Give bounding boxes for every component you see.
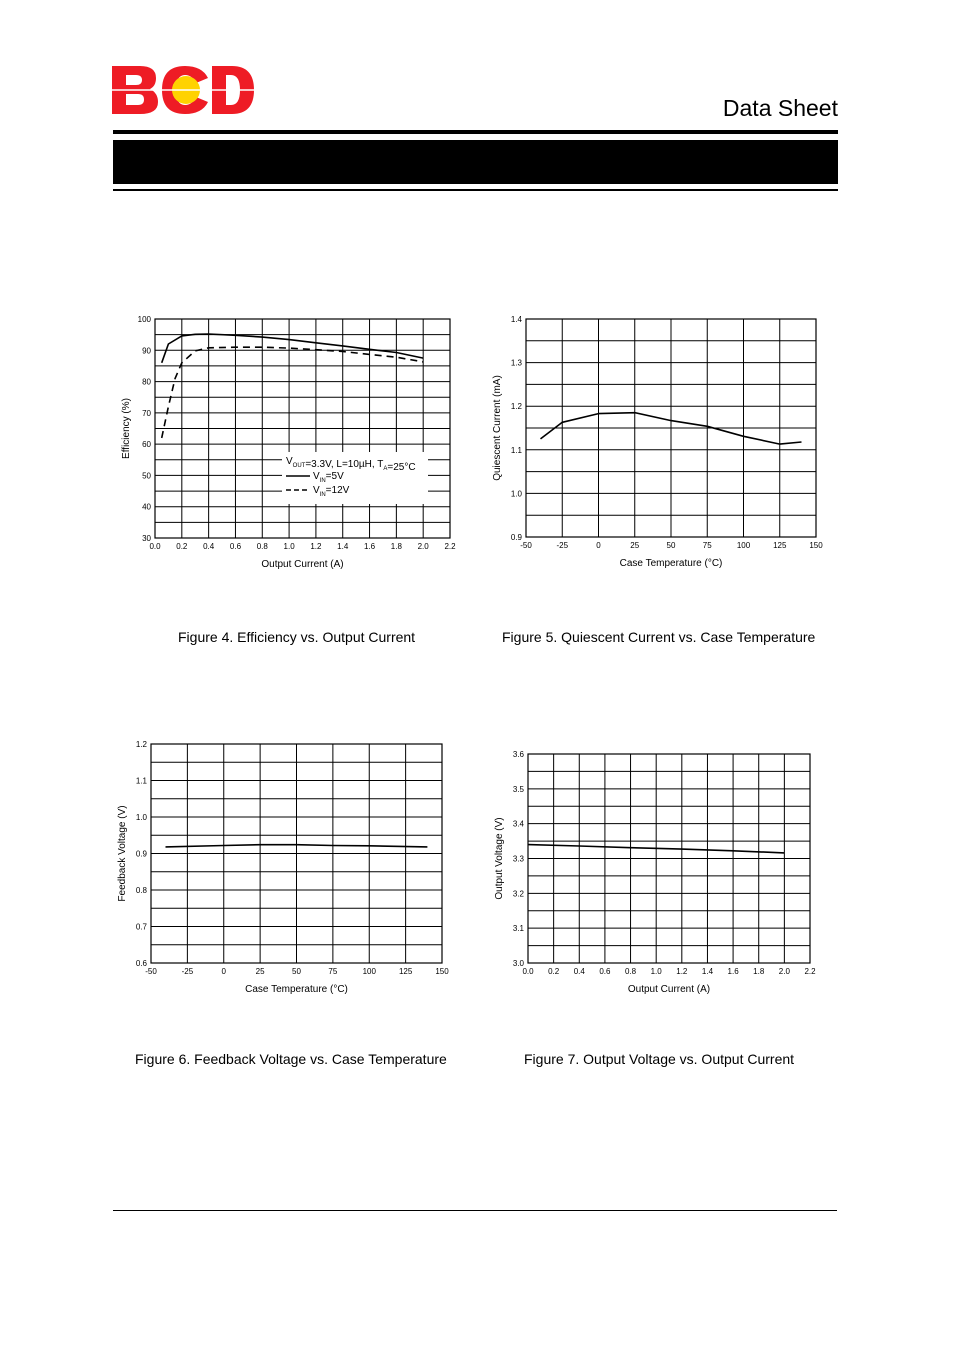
y-tick-label: 1.3 bbox=[510, 358, 522, 368]
y-tick-label: 50 bbox=[142, 471, 151, 481]
y-tick-label: 1.1 bbox=[135, 776, 147, 786]
output-voltage-chart bbox=[480, 740, 840, 1005]
y-tick-label: 3.4 bbox=[512, 819, 524, 829]
legend-entry-1: $V_{IN}=12V$ bbox=[313, 485, 350, 498]
x-tick-label: 2.2 bbox=[444, 542, 456, 551]
y-tick-label: 1.0 bbox=[510, 489, 522, 499]
x-tick-label: 1.0 bbox=[283, 542, 295, 551]
x-tick-label: 2.2 bbox=[804, 967, 816, 976]
y-tick-label: 1.4 bbox=[510, 315, 522, 324]
x-tick-label: -25 bbox=[181, 967, 194, 976]
x-tick-label: 75 bbox=[328, 967, 338, 976]
x-tick-label: 1.2 bbox=[676, 967, 688, 976]
x-axis-label: Case Temperature (°C) bbox=[245, 984, 348, 995]
x-tick-label: 0.6 bbox=[599, 967, 611, 976]
x-tick-label: 0 bbox=[596, 541, 601, 550]
x-tick-label: -25 bbox=[556, 541, 569, 550]
quiescent-current-chart bbox=[480, 305, 840, 580]
x-tick-label: 1.8 bbox=[753, 967, 765, 976]
x-tick-label: -50 bbox=[145, 967, 157, 976]
x-axis-label: Output Current (A) bbox=[261, 559, 344, 570]
x-tick-label: 50 bbox=[292, 967, 301, 976]
y-tick-label: 70 bbox=[142, 408, 151, 418]
y-tick-label: 1.1 bbox=[510, 445, 522, 455]
legend-title-part: A bbox=[383, 466, 388, 472]
y-tick-label: 40 bbox=[142, 502, 151, 512]
x-tick-label: 1.8 bbox=[390, 542, 402, 551]
y-axis-label: Output Voltage (V) bbox=[494, 817, 505, 900]
x-tick-label: 2.0 bbox=[778, 967, 790, 976]
y-tick-label: 3.1 bbox=[512, 924, 524, 934]
x-tick-label: 0.4 bbox=[203, 542, 215, 551]
y-tick-label: 0.8 bbox=[135, 886, 147, 895]
y-tick-label: 3.3 bbox=[512, 854, 524, 864]
y-tick-label: 0.9 bbox=[510, 533, 522, 542]
y-tick-label: 3.5 bbox=[512, 784, 524, 794]
y-tick-label: 100 bbox=[137, 315, 151, 324]
y-axis-label: Efficiency (%) bbox=[121, 398, 132, 459]
y-tick-label: 1.2 bbox=[135, 740, 147, 749]
x-tick-label: 75 bbox=[702, 541, 712, 550]
x-tick-label: 1.6 bbox=[727, 967, 739, 976]
header-rule bbox=[113, 130, 838, 134]
y-tick-label: 3.6 bbox=[512, 750, 524, 759]
y-tick-label: 3.2 bbox=[512, 889, 524, 899]
x-tick-label: 1.4 bbox=[701, 967, 714, 976]
figure-7-caption: Figure 7. Output Voltage vs. Output Current bbox=[524, 1051, 795, 1067]
x-axis-label: Output Current (A) bbox=[627, 984, 711, 995]
x-tick-label: 0.2 bbox=[548, 967, 560, 976]
y-tick-label: 30 bbox=[142, 534, 151, 543]
y-tick-label: 90 bbox=[142, 346, 151, 356]
bcd-logo bbox=[112, 64, 256, 116]
x-tick-label: 0.2 bbox=[176, 542, 188, 551]
y-tick-label: 0.7 bbox=[135, 922, 147, 932]
x-tick-label: 1.2 bbox=[310, 542, 322, 551]
x-tick-label: 0.8 bbox=[256, 542, 268, 551]
section-band bbox=[113, 140, 838, 184]
x-tick-label: 0.0 bbox=[149, 542, 161, 551]
y-tick-label: 0.9 bbox=[135, 849, 147, 859]
x-tick-label: -50 bbox=[520, 541, 532, 550]
y-tick-label: 0.6 bbox=[135, 959, 147, 968]
figure-5-caption: Figure 5. Quiescent Current vs. Case Temperature bbox=[502, 629, 816, 645]
figure-6-caption: Figure 6. Feedback Voltage vs. Case Temperature bbox=[135, 1051, 447, 1067]
series-line-1 bbox=[162, 347, 424, 438]
x-tick-label: 0 bbox=[221, 967, 226, 976]
y-axis-label: Feedback Voltage (V) bbox=[117, 805, 128, 902]
y-tick-label: 60 bbox=[142, 440, 151, 450]
y-tick-label: 3.0 bbox=[512, 959, 524, 968]
legend-title-part: =3.3V, L=10µH, T bbox=[305, 459, 384, 470]
y-tick-label: 1.0 bbox=[135, 813, 147, 822]
x-tick-label: 100 bbox=[362, 967, 376, 976]
section-band-rule bbox=[113, 189, 838, 191]
x-tick-label: 100 bbox=[736, 541, 751, 550]
x-tick-label: 1.4 bbox=[337, 542, 349, 551]
y-tick-label: 80 bbox=[142, 377, 151, 387]
x-tick-label: 1.0 bbox=[650, 967, 662, 976]
x-tick-label: 125 bbox=[773, 541, 787, 550]
x-tick-label: 25 bbox=[630, 541, 640, 550]
x-tick-label: 50 bbox=[666, 541, 676, 550]
x-tick-label: 2.0 bbox=[417, 542, 429, 551]
x-tick-label: 150 bbox=[435, 967, 449, 976]
feedback-voltage-chart bbox=[100, 730, 470, 1005]
x-axis-label: Case Temperature (°C) bbox=[619, 558, 723, 569]
figure-4-caption: Figure 4. Efficiency vs. Output Current bbox=[178, 629, 416, 645]
y-tick-label: 1.2 bbox=[510, 402, 522, 412]
legend-title-part: OUT bbox=[292, 463, 306, 469]
document-title: Data Sheet bbox=[722, 95, 838, 121]
legend-entry-0: $V_{IN}=5V$ bbox=[313, 471, 344, 484]
y-axis-label: Quiescent Current (mA) bbox=[492, 375, 503, 481]
x-tick-label: 0.0 bbox=[522, 967, 534, 976]
legend-title-part: =25°C bbox=[387, 462, 416, 473]
legend-title-part: V bbox=[286, 456, 293, 467]
x-tick-label: 0.8 bbox=[624, 967, 637, 976]
x-tick-label: 0.4 bbox=[573, 967, 585, 976]
efficiency-chart bbox=[100, 305, 470, 580]
footer-rule bbox=[113, 1210, 837, 1211]
x-tick-label: 150 bbox=[809, 541, 823, 550]
x-tick-label: 125 bbox=[398, 967, 413, 976]
x-tick-label: 25 bbox=[255, 967, 265, 976]
x-tick-label: 0.6 bbox=[229, 542, 242, 551]
x-tick-label: 1.6 bbox=[363, 542, 376, 551]
